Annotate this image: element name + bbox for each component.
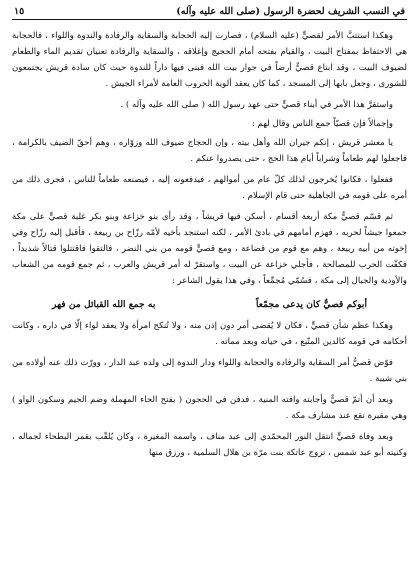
paragraph: ثم قسّم قصيٌّ مكة أربعة أقسام ، أسكن فيها قريشاً ، وقد رأى بنو خزاعة وبنو بكر غلبة قصيٍّ على مكة جمعوا جيشاً لحربه ، فهزم أمامهم في بادئ الأمر ، لكنه استنجد بأخيه لأمّه رزّاح بن ربيعة ، فأقبل إليه رزّاح وفي إخوته من أبيه ربيعة ، وهم مع قوم من قضاعة ، ومع قصيٍّ قومه من بني النضر ، فالتقوا فاقتتلوا قتالاً شديداً ، فكفّت الحرب للمصالحة ، فأجلي خزاعة عن البيت ، واستقرّ له أمر قريش والعرب ، ثم جمع قومه من الشعاب والأودية والجبال إلى مكة ، فسُمّي مُجمِّعاً ، وفي هذا يقول الشاعر :: [12, 212, 407, 286]
paragraph: وبعد وفاة قصيٍّ انتقل النور المحمّدي إلى عبد مناف ، واسمه المغيرة ، وكان يُلقّب بقمر البطحاء لجماله ، وكنيته أبو عبد شمس ، تزوج عاتكة بنت مرّة بن هلال السلمية ، ورزق منها: [12, 432, 407, 458]
paragraph: وهكذا عظم شأن قصيٍّ ، فكان لا يُقضى أمر دون إذن منه ، ولا تُنكح امرأة ولا يعقد لواء إلّا في داره ، وكانت أحكامه في قومه كالدين المتّبع ، في حياته وبعد مماته .: [12, 321, 407, 347]
header-title: في النسب الشريف لحضرة الرسول (صلى الله عليه وآله): [176, 6, 405, 17]
poem-verse: [12, 294, 407, 318]
paragraph: وهكذا استتبَّ الأمر لقصيٍّ (عليه السلام) ، فصارت إليه الحجابة والسقاية والرفادة والندوة واللواء ، فالحجابة هي الاحتفاظ بمفتاح البيت ، والقيام بفتحه أمام الحجيج وإغلاقه ، والسقاية والرفادة تعنيان تقديم الماء والطعام لضيوف البيت ، وقد ابتاع قصيٌّ أرضاً في جوار بيت الله فبنى فيها داراً للندوة حيث كان سادة قريش يجتمعون للشورى ، وجعل بابها إلى المسجد ، كما كان يعقد ألوية الحروب العامة لأمراء الجيش .: [12, 31, 407, 89]
paragraph: ففعلوا ، فكانوا يُخرجون لذلك كلّ عام من أموالهم ، فيدفعونه إليه ، فيصنعه طعاماً للناس ، فجرى ذلك من أمره على قومه في الجاهلية حتى قام الإسلام .: [12, 175, 407, 201]
paragraph: وبعد أن أتمّ قصيٌّ وأجابته وافته المنية ، فدفن في الحجون ( بفتح الحاء المهملة وضم الجيم وسكون الواو ) وهي مقبرة تقع عند مشارف مكة .: [12, 395, 407, 421]
page-number: ١٥: [14, 6, 25, 17]
poem-second-hemistich: به جمع الله القبائل من فهر: [52, 299, 156, 310]
running-header: [12, 6, 407, 20]
paragraph: وإجمالاً فإن قصيّاً جمع الناس وقال لهم :: [251, 119, 393, 129]
paragraph: فوّض قصيٌّ أمر السقاية والرفادة والحجابة واللواء ودار الندوة إلى ولده عبد الدار ، وورّث ذلك عنه أولاده من بني شيبة .: [12, 358, 407, 384]
page-body: [12, 28, 407, 461]
poem-first-hemistich: أبوكم قصيٌّ كان يدعى مجمّعاً: [256, 299, 367, 310]
paragraph: يا معشر قريش ، إنكم جيران الله وأهل بيته ، وإن الحجاج ضيوف الله وزوّاره ، وهم أحقّ الضيف بالكرامة ، فاجعلوا لهم طعاماً وشراباً أيام هذا الحج ، حتى يصدروا عنكم .: [12, 138, 407, 164]
paragraph: واستقرَّ هذا الأمر في أبناء قصيٍّ حتى عهد رسول الله ( صلى الله عليه وآله ) .: [120, 100, 393, 110]
